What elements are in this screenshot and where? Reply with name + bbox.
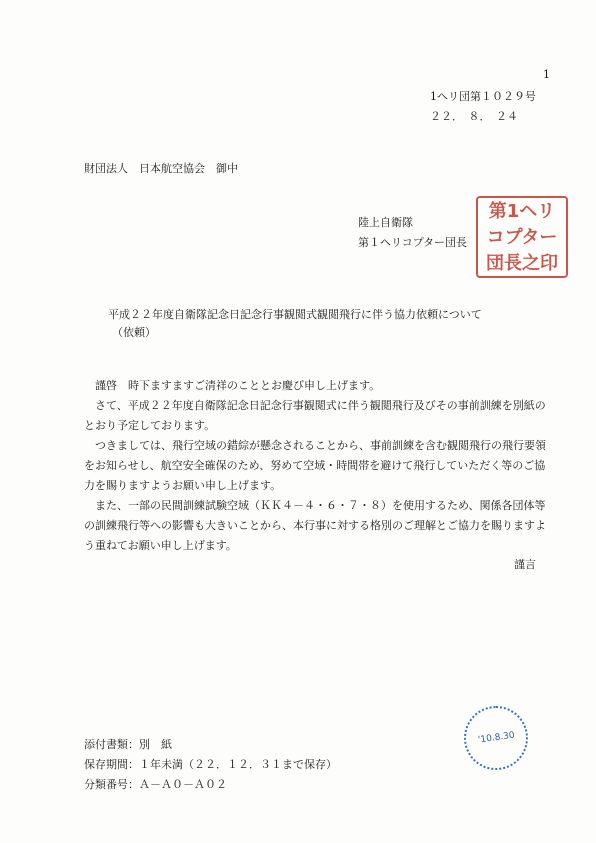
document-number: 1ヘリ団第１０２９号 bbox=[430, 90, 536, 103]
receipt-stamp-date: '10.8.30 bbox=[477, 730, 515, 746]
body-paragraph: また、一部の民間訓練試験空域（ＫＫ４－４・６・７・８）を使用するため、関係各団体等の訓練飛行等への影響も大きいことから、本行事に対する格別のご理解とご協力を賜りますよう重ねてお願い申し上げます。 bbox=[84, 499, 546, 552]
letter-body bbox=[84, 376, 554, 556]
sender-title: 第１ヘリコプター団長 bbox=[358, 236, 468, 249]
closing: 謹言 bbox=[514, 558, 536, 571]
seal-line: 団長之印 bbox=[486, 253, 558, 274]
seal-line: コプター bbox=[486, 227, 558, 248]
greeting: 謹啓 時下ますますご清祥のこととお慶び申し上げます。 bbox=[95, 379, 381, 392]
body-paragraph: さて、平成２２年度自衛隊記念日記念行事観閲式に伴う観閲飛行及びその事前訓練を別紙のとおり予定しております。 bbox=[84, 399, 546, 432]
document-date: ２２． ８． ２４ bbox=[430, 110, 518, 123]
subject-suffix: （依頼） bbox=[112, 326, 156, 339]
retention-period: 保存期間：１年未満（２２．１２．３１まで保存） bbox=[84, 758, 337, 771]
addressee: 財団法人 日本航空協会 御中 bbox=[84, 162, 238, 175]
subject-line: 平成２２年度自衛隊記念日記念行事観閲式観閲飛行に伴う協力依頼について bbox=[108, 308, 482, 321]
receipt-date-stamp bbox=[464, 706, 528, 770]
page-number: 1 bbox=[543, 68, 550, 81]
sender-organization: 陸上自衛隊 bbox=[358, 216, 413, 229]
official-seal bbox=[476, 196, 568, 278]
seal-line: 第1ヘリ bbox=[488, 201, 556, 222]
classification-number: 分類番号：Ａ－Ａ０－Ａ０２ bbox=[84, 778, 227, 791]
attachment-note: 添付書類：別 紙 bbox=[84, 738, 172, 751]
body-paragraph: つきましては、飛行空域の錯綜が懸念されることから、事前訓練を含む観閲飛行の飛行要領をお知らせし、航空安全確保のため、努めて空域・時間帯を避けて飛行していただく等のご協力を賜りますようお願い申し上げます。 bbox=[84, 439, 546, 492]
